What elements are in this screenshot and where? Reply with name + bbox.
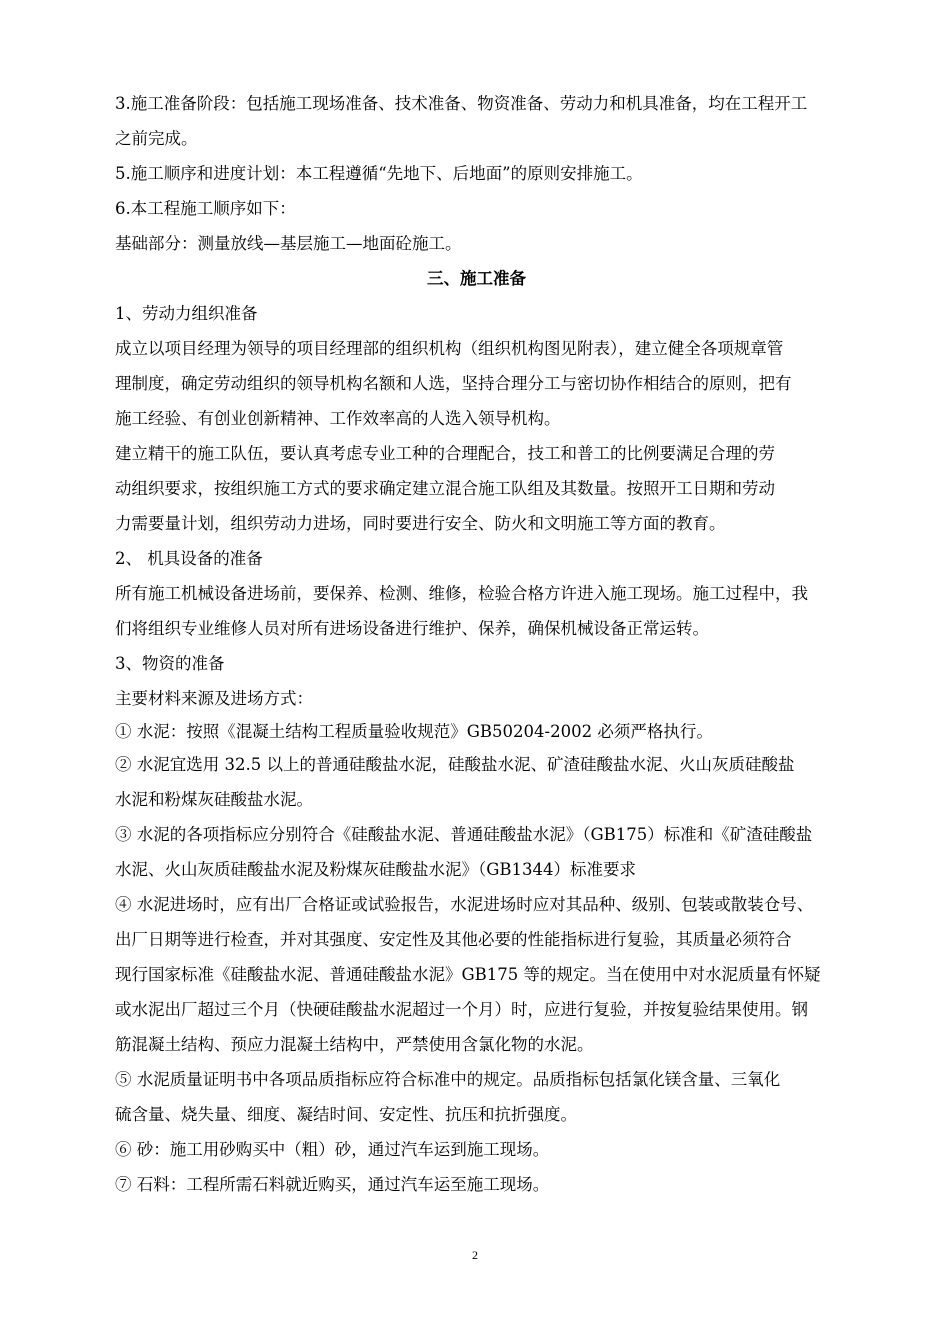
subsection-heading: 2、 机具设备的准备: [115, 549, 263, 568]
page-number: 2: [472, 1248, 478, 1262]
paragraph-line: 5.施工顺序和进度计划：本工程遵循“先地下、后地面”的原则安排施工。: [115, 164, 643, 183]
list-item-line: 水泥、火山灰质硅酸盐水泥及粉煤灰硅酸盐水泥》（GB1344）标准要求: [115, 860, 637, 879]
list-item-line: 现行国家标准《硅酸盐水泥、普通硅酸盐水泥》GB175 等的规定。当在使用中对水泥质量有怀疑: [115, 965, 821, 984]
list-item-line: ⑤ 水泥质量证明书中各项品质指标应符合标准中的规定。品质指标包括氯化镁含量、三氧化: [115, 1070, 781, 1089]
list-item-line: 出厂日期等进行检查，并对其强度、安定性及其他必要的性能指标进行复验，其质量必须符合: [115, 930, 792, 949]
paragraph-line: 成立以项目经理为领导的项目经理部的组织机构（组织机构图见附表），建立健全各项规章管: [115, 339, 784, 358]
paragraph-line: 基础部分：测量放线—基层施工—地面砼施工。: [115, 234, 462, 253]
paragraph-line: 动组织要求，按组织施工方式的要求确定建立混合施工队组及其数量。按照开工日期和劳动: [115, 479, 775, 498]
document-body: [115, 86, 838, 1202]
paragraph-line: 主要材料来源及进场方式：: [115, 689, 313, 708]
list-item-line: 或水泥出厂超过三个月（快硬硅酸盐水泥超过一个月）时，应进行复验，并按复验结果使用。钢: [115, 1000, 808, 1019]
list-item-line: 硫含量、烧失量、细度、凝结时间、安定性、抗压和抗折强度。: [115, 1105, 577, 1124]
paragraph-line: 理制度，确定劳动组织的领导机构名额和人选，坚持合理分工与密切协作相结合的原则，把有: [115, 374, 792, 393]
list-item-line: 水泥和粉煤灰硅酸盐水泥。: [115, 790, 313, 809]
list-item-line: ③ 水泥的各项指标应分别符合《硅酸盐水泥、普通硅酸盐水泥》（GB175）标准和《矿渣硅酸盐: [115, 825, 813, 844]
subsection-heading: 3、物资的准备: [115, 654, 225, 673]
list-item-line: ⑥ 砂：施工用砂购买中（粗）砂，通过汽车运到施工现场。: [115, 1140, 550, 1159]
paragraph-line: 6.本工程施工顺序如下：: [115, 199, 296, 218]
paragraph-line: 所有施工机械设备进场前，要保养、检测、维修，检验合格方许进入施工现场。施工过程中，我: [115, 584, 808, 603]
list-item-line: ② 水泥宜选用 32.5 以上的普通硅酸盐水泥，硅酸盐水泥、矿渣硅酸盐水泥、火山灰质硅酸盐: [115, 755, 795, 774]
list-item-line: ⑦ 石料：工程所需石料就近购买，通过汽车运至施工现场。: [115, 1175, 550, 1194]
section-heading: 三、施工准备: [427, 269, 526, 288]
paragraph-line: 施工经验、有创业创新精神、工作效率高的人选入领导机构。: [115, 409, 561, 428]
list-item-line: ① 水泥：按照《混凝土结构工程质量验收规范》GB50204-2002 必须严格执行。: [115, 722, 713, 741]
paragraph-line: 力需要量计划，组织劳动力进场，同时要进行安全、防火和文明施工等方面的教育。: [115, 514, 726, 533]
paragraph-line: 们将组织专业维修人员对所有进场设备进行维护、保养，确保机械设备正常运转。: [115, 619, 709, 638]
list-item-line: 筋混凝土结构、预应力混凝土结构中，严禁使用含氯化物的水泥。: [115, 1035, 594, 1054]
subsection-heading: 1、劳动力组织准备: [115, 304, 258, 323]
paragraph-line: 建立精干的施工队伍，要认真考虑专业工种的合理配合，技工和普工的比例要满足合理的劳: [115, 444, 775, 463]
list-item-line: ④ 水泥进场时，应有出厂合格证或试验报告，水泥进场时应对其品种、级别、包装或散装仓号、: [115, 895, 814, 914]
paragraph-line: 3.施工准备阶段：包括施工现场准备、技术准备、物资准备、劳动力和机具准备，均在工程开工: [115, 94, 808, 113]
paragraph-line: 之前完成。: [115, 129, 198, 148]
